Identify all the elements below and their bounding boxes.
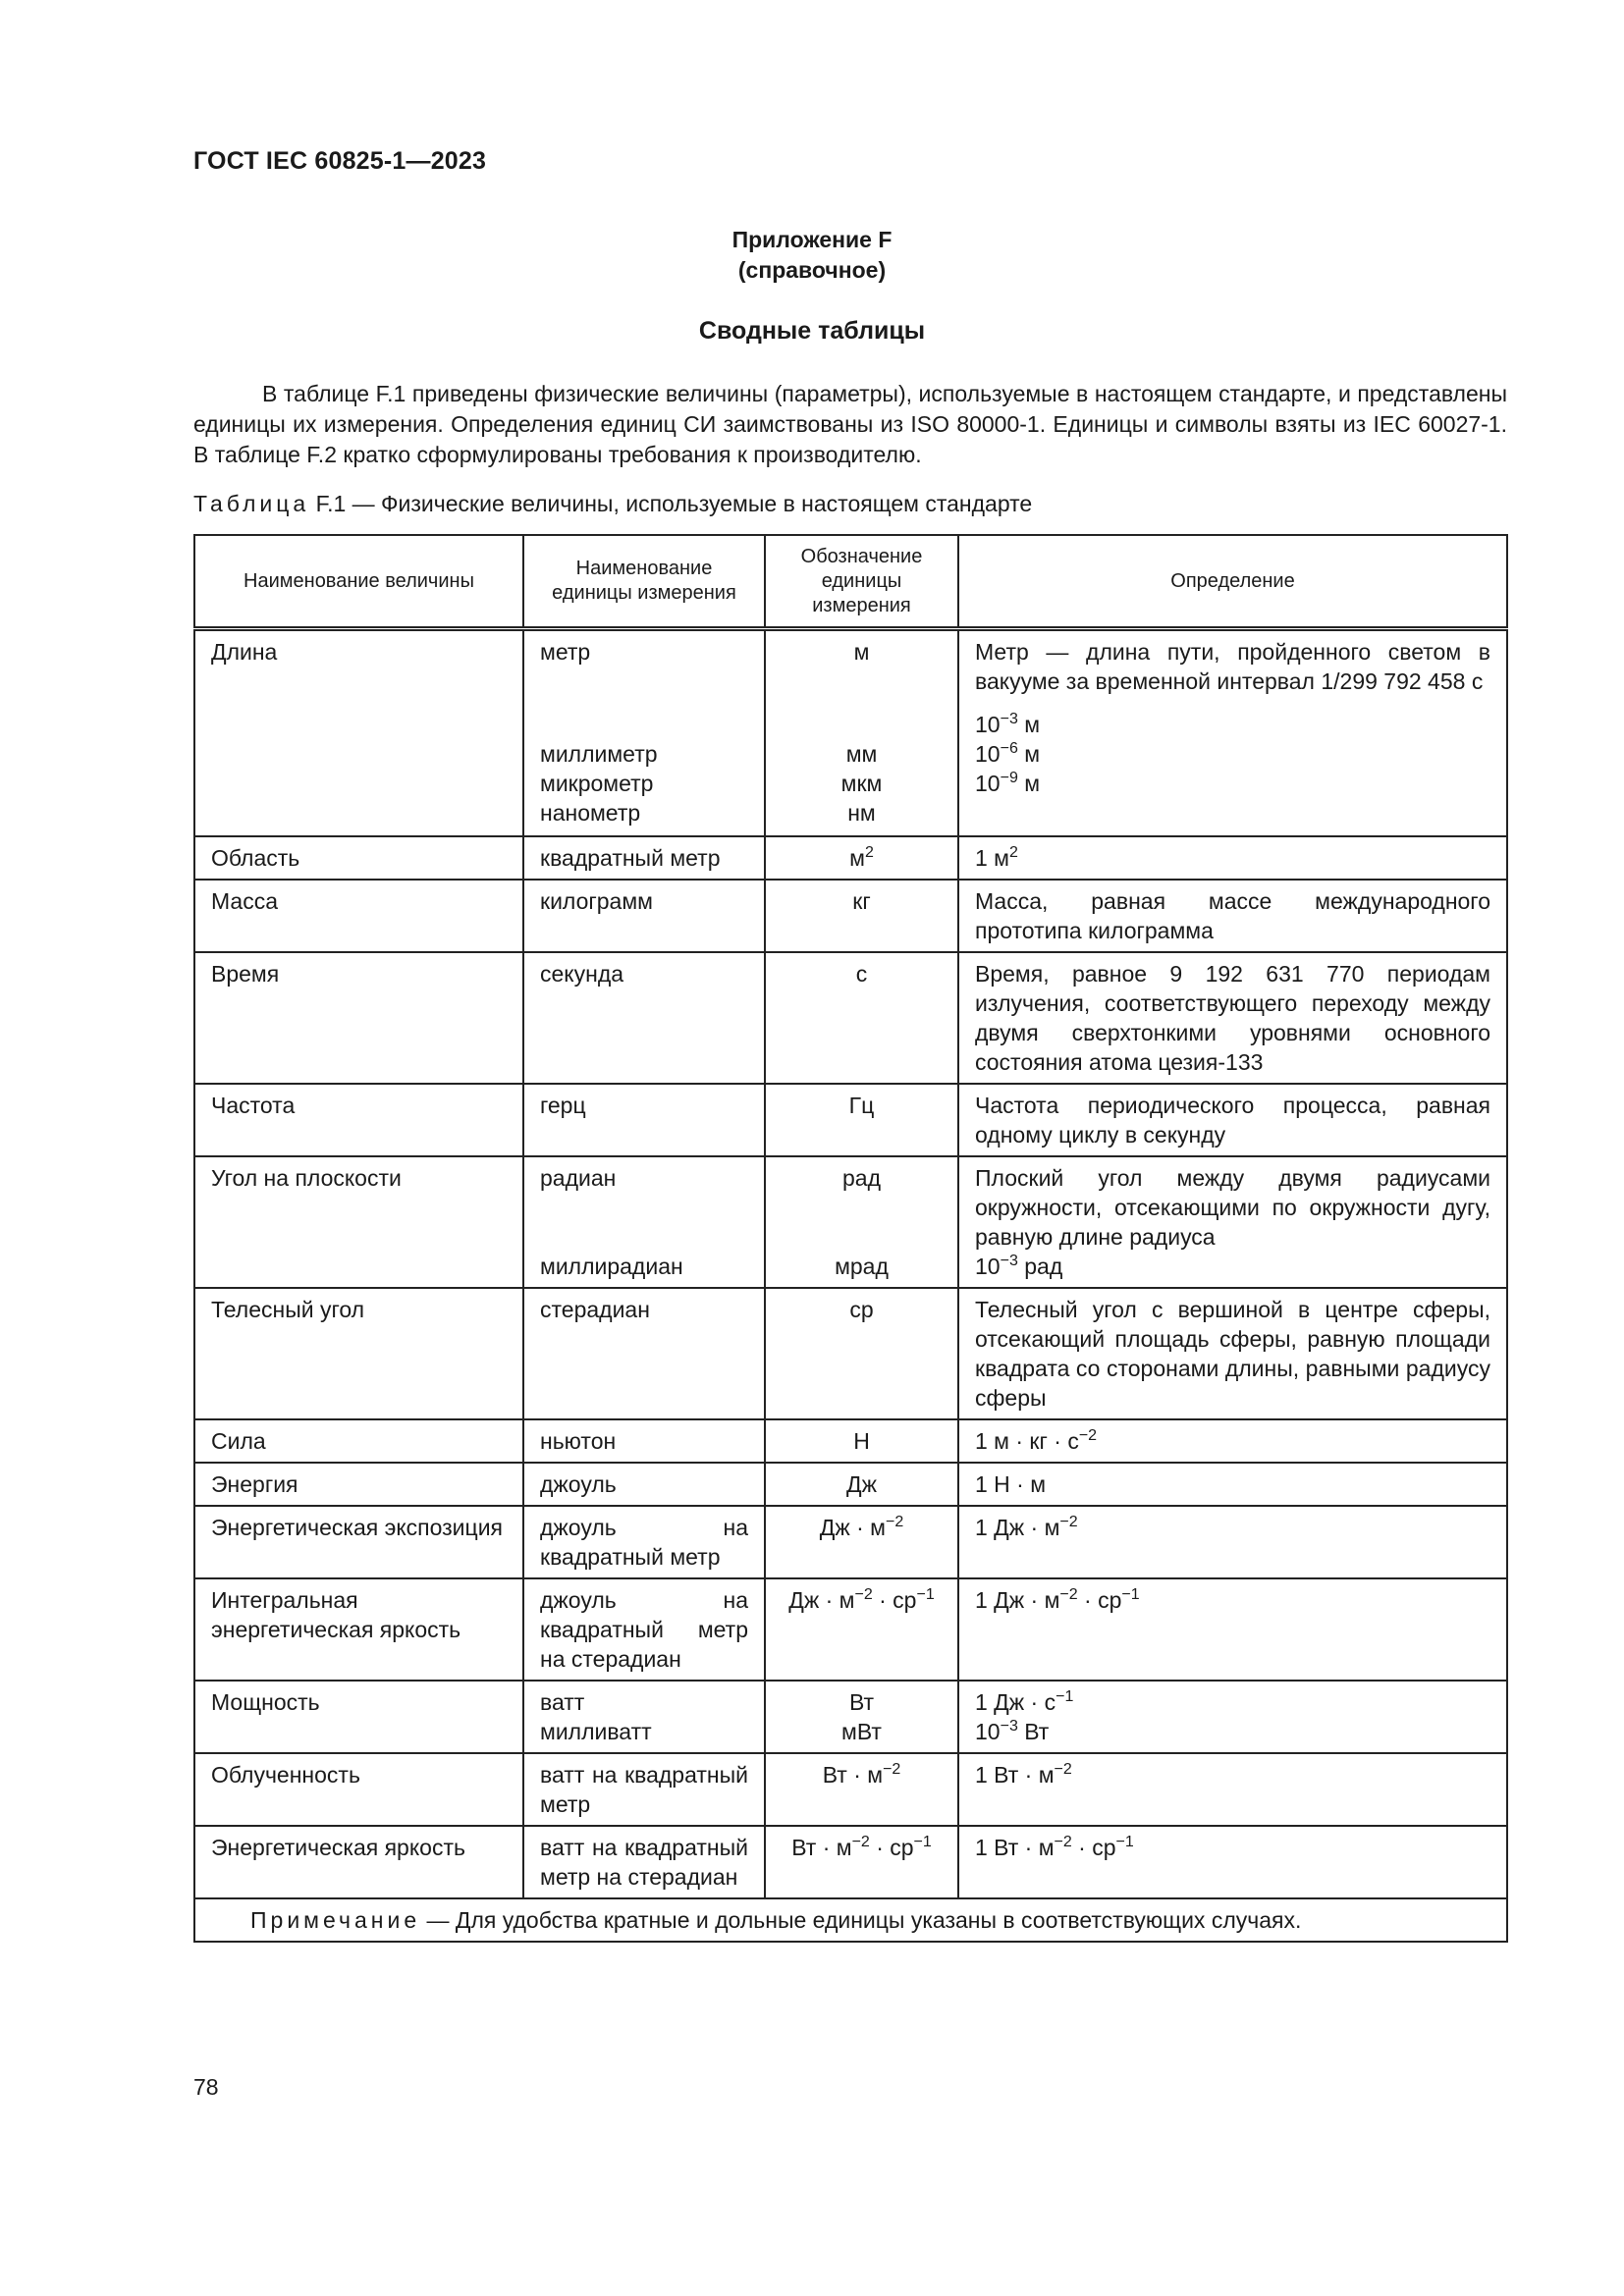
cell-definition: 1 м · кг · $с^{-2}$ [958, 1419, 1507, 1463]
section-title: Сводные таблицы [698, 317, 926, 345]
cell-definition: 1 Дж · $м^{-2} \cdot ср^{-1}$ [958, 1578, 1507, 1681]
cell-symbol: Вт · $м^{-2}$ [765, 1753, 958, 1826]
cell-quantity: Время [194, 952, 523, 1084]
cell-symbol: Дж · $м^{-2} \cdot ср^{-1}$ [765, 1578, 958, 1681]
table-note-row [194, 1898, 1507, 1942]
cell-symbol: Дж · $м^{-2}$ [765, 1506, 958, 1578]
unit-symbol: мм [845, 741, 878, 767]
cell-definition: 1 Вт · $м^{-2}$ [958, 1753, 1507, 1826]
table-container [193, 534, 1506, 1943]
unit-symbol: м [853, 639, 870, 665]
table-caption-text: F.1 — Физические величины, используемые в настоящем стандарте [309, 491, 1033, 516]
cell-unit: ньютон [523, 1419, 765, 1463]
cell-definition: 1 Вт · $м^{-2} \cdot ср^{-1}$ [958, 1826, 1507, 1898]
cell-unit: килограмм [523, 880, 765, 952]
document-id: ГОСТ IEC 60825-1—2023 [193, 147, 487, 175]
unit-symbol: нм [847, 800, 876, 826]
cell-symbol: Вт мВт [765, 1681, 958, 1753]
unit-name: миллиметр [540, 741, 658, 767]
units-table [193, 534, 1508, 1943]
cell-unit: ватт милливатт [523, 1681, 765, 1753]
table-row [194, 1506, 1507, 1578]
cell-quantity: Мощность [194, 1681, 523, 1753]
header-quantity: Наименование величины [194, 535, 523, 629]
cell-definition: Масса, равная массе международного прототипа килограмма [958, 880, 1507, 952]
annex-subtitle: (справочное) [737, 257, 887, 283]
annex-title: Приложение F [731, 227, 893, 252]
definition-value: $10^{-3}$ м [975, 711, 1041, 737]
intro-paragraph: В таблице F.1 приведены физические величины (параметры), используемые в настоящем стандарте, и представлены единицы их измерения. Определения единиц СИ заимствованы из ISO 80000-1. Единицы и символы взяты из IEC 60027-1. В таблице F.2 кратко сформулированы требования к производителю. [193, 381, 1507, 467]
cell-unit [523, 629, 765, 836]
cell-symbol: рад мрад [765, 1156, 958, 1288]
table-caption-prefix: Таблица [193, 491, 310, 516]
cell-definition: 1 $м^2$ [958, 836, 1507, 880]
cell-definition: 1 Дж · $с^{-1}$ $10^{-3}$ Вт [958, 1681, 1507, 1753]
cell-unit: секунда [523, 952, 765, 1084]
cell-quantity: Длина [194, 629, 523, 836]
table-row [194, 1419, 1507, 1463]
table-row [194, 952, 1507, 1084]
annex-heading [0, 225, 1624, 286]
cell-unit: джоуль на квадратный метр на стерадиан [523, 1578, 765, 1681]
cell-definition [958, 629, 1507, 836]
table-row [194, 629, 1507, 836]
table-row [194, 1156, 1507, 1288]
cell-symbol: Н [765, 1419, 958, 1463]
table-row [194, 1826, 1507, 1898]
cell-quantity: Интегральная энергетическая яркость [194, 1578, 523, 1681]
cell-unit: джоуль [523, 1463, 765, 1506]
cell-symbol [765, 629, 958, 836]
cell-symbol: Дж [765, 1463, 958, 1506]
table-row [194, 880, 1507, 952]
cell-quantity: Энергия [194, 1463, 523, 1506]
page-number: 78 [193, 2074, 219, 2100]
unit-symbol: мкм [840, 771, 883, 796]
cell-unit: ватт на квадратный метр на стерадиан [523, 1826, 765, 1898]
table-note: Примечание — Для удобства кратные и дольные единицы указаны в соответствующих случаях. [194, 1898, 1507, 1942]
table-row [194, 1084, 1507, 1156]
definition-value: $10^{-9}$ м [975, 770, 1041, 796]
header-definition: Определение [958, 535, 1507, 629]
cell-quantity: Энергетическая экспозиция [194, 1506, 523, 1578]
table-row [194, 836, 1507, 880]
table-row [194, 1463, 1507, 1506]
cell-definition: Частота периодического процесса, равная одному циклу в секунду [958, 1084, 1507, 1156]
cell-definition: Плоский угол между двумя радиусами окружности, отсекающими по окружности дугу, равную длине радиуса $10^{-3}$ рад [958, 1156, 1507, 1288]
unit-name: метр [540, 639, 591, 665]
header-unit: Наименование единицы измерения [523, 535, 765, 629]
cell-symbol: Гц [765, 1084, 958, 1156]
cell-quantity: Частота [194, 1084, 523, 1156]
cell-symbol: ср [765, 1288, 958, 1419]
cell-unit: квадратный метр [523, 836, 765, 880]
cell-symbol: $м^2$ [765, 836, 958, 880]
cell-symbol: Вт · $м^{-2} \cdot ср^{-1}$ [765, 1826, 958, 1898]
cell-quantity: Масса [194, 880, 523, 952]
cell-quantity: Энергетическая яркость [194, 1826, 523, 1898]
cell-definition: 1 Н · м [958, 1463, 1507, 1506]
cell-definition: Телесный угол с вершиной в центре сферы, отсекающий площадь сферы, равную площади квадрата со сторонами длины, равными радиусу сферы [958, 1288, 1507, 1419]
cell-definition: Время, равное 9 192 631 770 периодам излучения, соответствующего переходу между двумя сверхтонкими уровнями основного состояния атома цезия-133 [958, 952, 1507, 1084]
cell-unit: ватт на квадратный метр [523, 1753, 765, 1826]
cell-quantity: Телесный угол [194, 1288, 523, 1419]
cell-symbol: кг [765, 880, 958, 952]
cell-symbol: с [765, 952, 958, 1084]
cell-quantity: Угол на плоскости [194, 1156, 523, 1288]
unit-name: микрометр [540, 771, 654, 796]
definition-value: $10^{-6}$ м [975, 740, 1041, 767]
cell-definition: 1 Дж · $м^{-2}$ [958, 1506, 1507, 1578]
definition-text: Метр — длина пути, пройденного светом в вакууме за временной интервал 1/299 792 458 с [975, 639, 1490, 694]
header-symbol: Обозначение единицы измерения [765, 535, 958, 629]
cell-quantity: Облученность [194, 1753, 523, 1826]
cell-quantity: Сила [194, 1419, 523, 1463]
cell-unit: герц [523, 1084, 765, 1156]
cell-quantity: Область [194, 836, 523, 880]
unit-name: нанометр [540, 800, 641, 826]
cell-unit: джоуль на квадратный метр [523, 1506, 765, 1578]
table-row [194, 1753, 1507, 1826]
table-header-row [194, 535, 1507, 629]
table-row [194, 1288, 1507, 1419]
cell-unit: стерадиан [523, 1288, 765, 1419]
table-row [194, 1681, 1507, 1753]
table-caption [193, 491, 1032, 517]
cell-unit: радиан миллирадиан [523, 1156, 765, 1288]
table-row [194, 1578, 1507, 1681]
